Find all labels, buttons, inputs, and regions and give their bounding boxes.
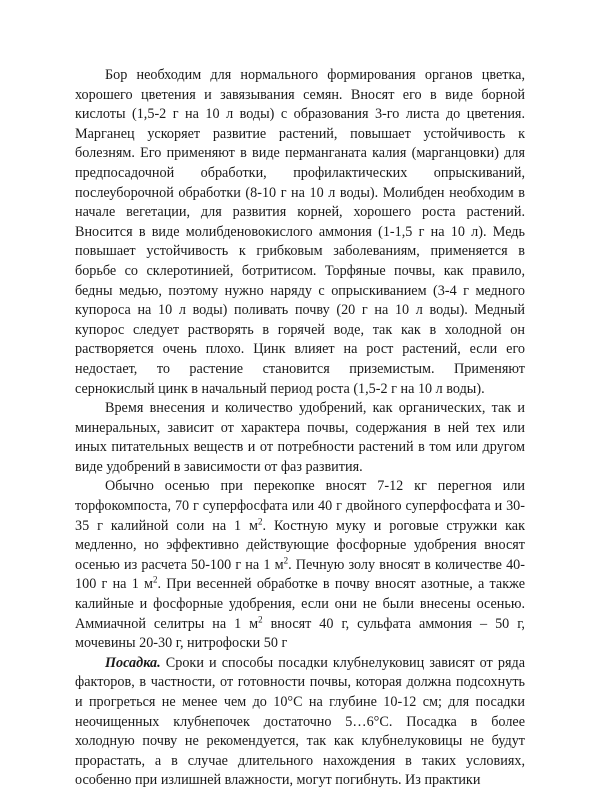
paragraph-autumn-fertilizing — [75, 477, 525, 653]
paragraph-fertilizer-timing: Время внесения и количество удобрений, как органических, так и минеральных, зависит от характера почвы, содержания в ней тех или иных питательных веществ и от потребности растений в том или другом виде удобрений в зависимости от фаз развития. — [75, 400, 525, 475]
text-fragment: . Печную золу вносят в количестве 40-100 г на 1 м — [75, 556, 525, 593]
text-fragment: Сроки и способы посадки клубнелуковиц зависят от ряда факторов, в частности, от готовности почвы, которая должна подсохнуть и прогреться не менее чем до 10°С на глубине 10-12 см; для посадки неочищенных клубнепочек достаточно 5…6°С. Посадка в более холодную почву не рекомендуется, так как клубнелуковицы не будут прорастать, а в случае длительного нахождения в таких условиях, особенно при излишней влажности, могут погибнуть. Из практики — [75, 654, 525, 789]
text-fragment: . Костную муку и роговые стружки как медленно, но эффективно действующие фосфорные удобрения вносят осенью из расчета 50-100 г на 1 м — [75, 517, 525, 573]
text-fragment: вносят 40 г, сульфата аммония – 50 г, мочевины 20-30 г, нитрофоски 50 г — [75, 615, 525, 652]
paragraph-planting — [75, 654, 525, 791]
superscript-2: 2 — [258, 515, 263, 526]
paragraph-microelements: Бор необходим для нормального формирования органов цветка, хорошего цветения и завязывания семян. Вносят его в виде борной кислоты (1,5-2 г на 10 л воды) с образования 3-го листа до цветения. Марганец ускоряет развитие растений, повышает устойчивость к болезням. Его применяют в виде перманганата калия (марганцовки) для предпосадочной обработки, профилактических опрыскиваний, послеуборочной обработки (8-10 г на 10 л воды). Молибден необходим в начале вегетации, для развития корней, хорошего роста растений. Вносится в виде молибденовокислого аммония (1-1,5 г на 10 л). Медь повышает устойчивость к грибковым заболеваниям, применяется в борьбе со склеротинией, ботритисом. Торфяные почвы, как правило, бедны медью, поэтому нужно наряду с опрыскиванием (3-4 г медного купороса на 10 л воды) поливать почву (20 г на 10 л воды). Медный купорос следует растворять в горячей воде, так как в холодной он растворяется очень плохо. Цинк влияет на рост растений, если его недостает, то растение становится приземистым. Применяют сернокислый цинк в начальный период роста (1,5-2 г на 10 л воды). — [75, 67, 525, 397]
document-page — [75, 66, 525, 791]
section-heading-planting: Посадка. — [105, 654, 161, 671]
text-fragment: Обычно осенью при перекопке вносят 7-12 кг перегноя или торфокомпоста, 70 г суперфосфата или 40 г двойного суперфосфата и 30-35 г калийной соли на 1 м — [75, 478, 525, 534]
superscript-2: 2 — [283, 555, 289, 566]
text-fragment: . При весенней обработке в почву вносят азотные, а также калийные и фосфорные удобрения, если они не были внесены осенью. Аммиачной селитры на 1 м — [75, 576, 525, 632]
superscript-2: 2 — [153, 574, 158, 585]
superscript-2: 2 — [258, 613, 263, 624]
